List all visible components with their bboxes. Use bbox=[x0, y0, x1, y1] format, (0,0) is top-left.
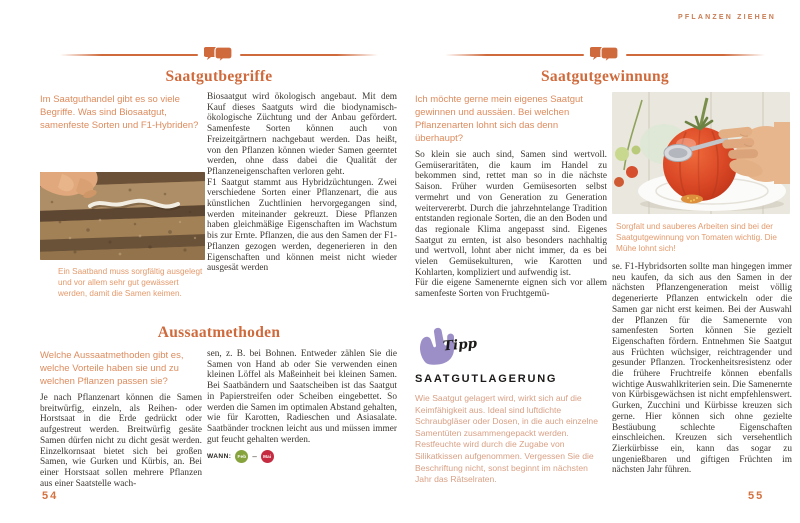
month-badge-start: Feb bbox=[235, 450, 248, 463]
body-saatgutbegriffe bbox=[207, 92, 397, 274]
body-saatgutgewinnung-col2 bbox=[612, 262, 792, 476]
body-paragraph: Biosaatgut wird ökologisch angebaut. Mit dem Kauf dieses Saatguts wird die biodynamisch-ökologische Züchtung und der Anbau gefördert. Samenfeste Sorten können auch von Freizeitgärtnern nachgebaut werden. Das heißt, von den Pflanzen können wieder Samen geerntet werden, ohne dass dabei die Qualität der Pflanzeneigenschaften verloren geht. bbox=[207, 92, 397, 177]
sowing-time-label: WANN: bbox=[207, 453, 232, 461]
tip-heading: SAATGUTLAGERUNG bbox=[415, 373, 558, 385]
question-aussaatmethoden: Welche Aussaatmethoden gibt es, welche Vorteile haben sie und zu welchen Pflanzen passen sie? bbox=[40, 350, 184, 387]
body-paragraph: sen, z. B. bei Bohnen. Entweder zählen Sie die Samen von Hand ab oder Sie verwenden einen kleinen Löffel als Maßeinheit bei kleinen Samen. Bei Saatbändern und Saatscheiben ist das Saatgut in Papierstreifen oder Scheiben eingebettet. So werden die Samen im optimalen Abstand gehalten, wie für Karotten, Radieschen und Asiasalate. Saatbänder trocknen leicht aus und müssen immer gut feucht gehalten werden. bbox=[207, 349, 397, 445]
photo-tomato-seed-harvest bbox=[612, 92, 790, 214]
sowing-time-row bbox=[207, 450, 397, 463]
body-paragraph: F1 Saatgut stammt aus Hybridzüchtungen. Zwei verschiedene Sorten einer Pflanzenart, die aus künstlichen Zuchtlinien hervorgegangen sind, werden miteinander gekreuzt. Diese Pflanzen haben gleichmäßige Eigenschaften im Wachstum bis zur Ernte. Pflanzen, die aus den Samen der F1-Pflanzen gezogen werden, degenerieren in den Eigenschaften und können meist nicht wieder ausgesät werden bbox=[207, 177, 397, 274]
tip-text: Wie Saatgut gelagert wird, wirkt sich auf die Keimfähigkeit aus. Ideal sind luftdichte Schraubgläser oder Dosen, in die auch einzelne Samentüten zusammengepackt werden. Restfeuchte wird durch die Zugabe von Silikatkissen aufgenommen. Vergessen Sie die Beschriftung nicht, sonst beginnt im nächsten Jahr das Rätselraten. bbox=[415, 393, 598, 485]
section-header-rule bbox=[445, 46, 765, 64]
body-aussaatmethoden-col2 bbox=[207, 349, 397, 463]
tip-label: Tipp bbox=[442, 335, 478, 355]
body-saatgutgewinnung-col1 bbox=[415, 150, 607, 300]
tip-block bbox=[415, 325, 605, 486]
month-badge-end: Mai bbox=[261, 450, 274, 463]
section-title-saatgutbegriffe: Saatgutbegriffe bbox=[165, 68, 273, 85]
body-aussaatmethoden-col1 bbox=[40, 393, 202, 489]
month-range-separator: – bbox=[252, 452, 257, 462]
body-paragraph: Je nach Pflanzenart können die Samen breitwürfig, einzeln, als Reihen- oder Horstsaat in die Erde gedrückt oder aufgestreut werden. Breitwürfig gesäte Samen dürfen nicht zu dicht gesät werden. Einzelkornsaat bietet sich bei großen Samen, wie Gurken und Kürbis, an. Bei einer Horstsaat sollen mehrere Pflanzen aus einer Saatstelle wach- bbox=[40, 393, 202, 489]
photo-seed-tape bbox=[40, 172, 205, 260]
body-paragraph: Für die eigene Samenernte eignen sich vor allem samenfeste Sorten von Fruchtgemü- bbox=[415, 278, 607, 300]
page-number-55: 55 bbox=[748, 490, 765, 502]
section-title-aussaatmethoden: Aussaatmethoden bbox=[157, 324, 281, 341]
body-paragraph: se. F1-Hybridsorten sollte man hingegen immer neu kaufen, da sich aus den Samen in der nächsten Pflanzengeneration meist völlig degenerierte Pflanzen entwickeln oder die Samen gar nicht erst keimen. Bei der Auswahl der Pflanzen für die Samenernte von samenfesten Sorten können Sie gezielt Eigenschaften fördern. Entnehmen Sie Saatgut aus Früchten wüchsiger, reichtragender und gesunder Pflanzen. Trockenheitsresistenz oder die frühere Fruchtreife können ebenfalls wichtige Auswahlkriterien sein. Die Samenernte von Kürbisgewächsen ist nicht empfehlenswert. Gurken, Zucchini und Kürbisse kreuzen sich gerne. Hier können sich ohne gezielte Bestäubung schlechte Eigenschaften einschleichen. Kreuzen sich versehentlich Zierkürbisse ein, kann das sogar zu ungenießbaren und giftigen Früchten im nächsten Jahr führen. bbox=[612, 262, 792, 476]
page-number-54: 54 bbox=[42, 490, 59, 502]
body-paragraph: So klein sie auch sind, Samen sind wertvoll. Gemüseraritäten, die kaum im Handel zu bekommen sind, rettet man so in die nächste Saison. Früher wurden Gemüsesorten selbst vermehrt und von Generation zu Generation weitervererbt. Durch die jahrzehntelange Tradition entstanden regionale Sorten, die an den Boden und das regionale Klima angepasst sind. Eigenes Saatgut zu ernten, ist also besonders nachhaltig und wertvoll, lohnt aber nicht immer, da es bei vielen Gemüsekulturen, wie Karotten und Kohlarten, kompliziert und aufwendig ist. bbox=[415, 150, 607, 278]
section-title-saatgutgewinnung: Saatgutgewinnung bbox=[541, 68, 669, 85]
page-55 bbox=[400, 0, 800, 523]
header-rule-right bbox=[240, 54, 378, 56]
running-head: PFLANZEN ZIEHEN bbox=[678, 14, 776, 21]
caption-tomato: Sorgfalt und sauberes Arbeiten sind bei der Saatgutgewinnung von Tomaten wichtig. Die Mühe lohnt sich! bbox=[616, 222, 777, 253]
header-rule-left bbox=[60, 54, 198, 56]
section-header-rule bbox=[60, 46, 378, 64]
header-rule-right bbox=[626, 54, 765, 56]
header-rule-left bbox=[445, 54, 584, 56]
question-saatgutgewinnung: Ich möchte gerne mein eigenes Saatgut gewinnen und aussäen. Bei welchen Pflanzenarten lohnt sich das denn überhaupt? bbox=[415, 94, 583, 144]
speech-bubbles-icon bbox=[590, 45, 620, 65]
question-saatgutbegriffe: Im Saatguthandel gibt es so viele Begriffe. Was sind Biosaatgut, samenfeste Sorten und F1-Hybriden? bbox=[40, 94, 199, 131]
speech-bubbles-icon bbox=[204, 45, 234, 65]
caption-seed-tape: Ein Saatband muss sorgfältig ausgelegt und vor allem sehr gut gewässert werden, damit die Samen keimen. bbox=[58, 267, 203, 298]
